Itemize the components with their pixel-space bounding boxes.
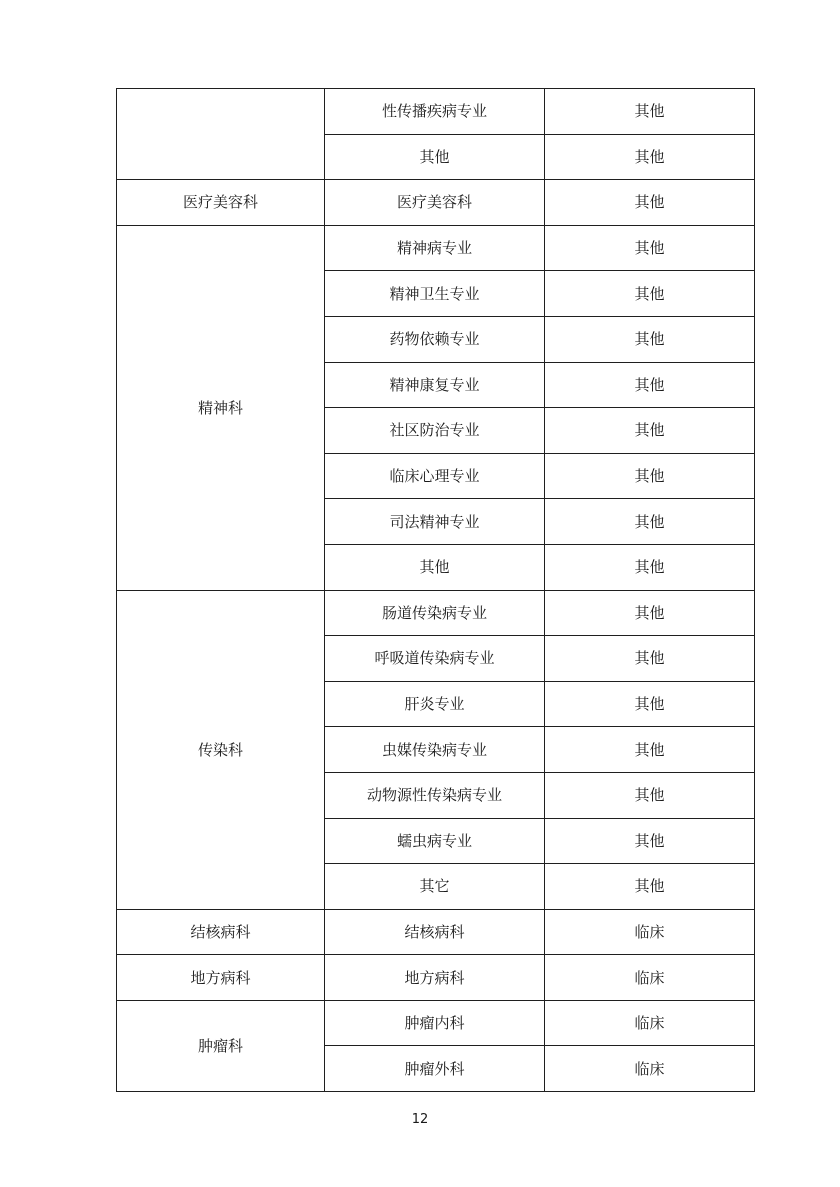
category-cell: 其他 xyxy=(545,681,755,727)
specialty-cell: 临床心理专业 xyxy=(325,453,545,499)
department-cell: 结核病科 xyxy=(117,909,325,955)
category-cell: 其他 xyxy=(545,453,755,499)
table-row xyxy=(117,955,755,1001)
department-cell: 地方病科 xyxy=(117,955,325,1001)
category-cell: 其他 xyxy=(545,89,755,135)
specialty-cell: 其他 xyxy=(325,134,545,180)
specialty-cell: 司法精神专业 xyxy=(325,499,545,545)
category-cell: 其他 xyxy=(545,180,755,226)
category-cell: 其他 xyxy=(545,499,755,545)
department-cell: 传染科 xyxy=(117,590,325,909)
category-cell: 其他 xyxy=(545,818,755,864)
specialty-cell: 呼吸道传染病专业 xyxy=(325,636,545,682)
specialty-cell: 性传播疾病专业 xyxy=(325,89,545,135)
table-row xyxy=(117,590,755,636)
category-cell: 其他 xyxy=(545,362,755,408)
category-cell: 其他 xyxy=(545,271,755,317)
category-cell: 其他 xyxy=(545,408,755,454)
category-cell: 临床 xyxy=(545,955,755,1001)
specialty-cell: 其它 xyxy=(325,864,545,910)
specialty-cell: 其他 xyxy=(325,544,545,590)
specialty-cell: 地方病科 xyxy=(325,955,545,1001)
table-row xyxy=(117,180,755,226)
category-cell: 临床 xyxy=(545,1000,755,1046)
specialty-cell: 医疗美容科 xyxy=(325,180,545,226)
department-cell: 医疗美容科 xyxy=(117,180,325,226)
table-row xyxy=(117,225,755,271)
specialty-cell: 肝炎专业 xyxy=(325,681,545,727)
category-cell: 其他 xyxy=(545,772,755,818)
category-cell: 其他 xyxy=(545,636,755,682)
table-row xyxy=(117,89,755,135)
specialty-cell: 蠕虫病专业 xyxy=(325,818,545,864)
department-cell: 肿瘤科 xyxy=(117,1000,325,1091)
page-number: 12 xyxy=(411,1112,429,1127)
department-cell xyxy=(117,89,325,180)
category-cell: 其他 xyxy=(545,544,755,590)
specialty-cell: 肠道传染病专业 xyxy=(325,590,545,636)
department-table xyxy=(116,88,755,1092)
specialty-cell: 虫媒传染病专业 xyxy=(325,727,545,773)
specialty-cell: 肿瘤内科 xyxy=(325,1000,545,1046)
specialty-cell: 社区防治专业 xyxy=(325,408,545,454)
specialty-cell: 精神卫生专业 xyxy=(325,271,545,317)
department-cell: 精神科 xyxy=(117,225,325,590)
category-cell: 其他 xyxy=(545,590,755,636)
specialty-cell: 精神病专业 xyxy=(325,225,545,271)
category-cell: 其他 xyxy=(545,316,755,362)
category-cell: 其他 xyxy=(545,225,755,271)
specialty-cell: 精神康复专业 xyxy=(325,362,545,408)
specialty-cell: 动物源性传染病专业 xyxy=(325,772,545,818)
specialty-cell: 肿瘤外科 xyxy=(325,1046,545,1092)
category-cell: 临床 xyxy=(545,909,755,955)
category-cell: 其他 xyxy=(545,134,755,180)
table-row xyxy=(117,1000,755,1046)
category-cell: 其他 xyxy=(545,727,755,773)
category-cell: 临床 xyxy=(545,1046,755,1092)
specialty-cell: 药物依赖专业 xyxy=(325,316,545,362)
specialty-cell: 结核病科 xyxy=(325,909,545,955)
category-cell: 其他 xyxy=(545,864,755,910)
table-row xyxy=(117,909,755,955)
